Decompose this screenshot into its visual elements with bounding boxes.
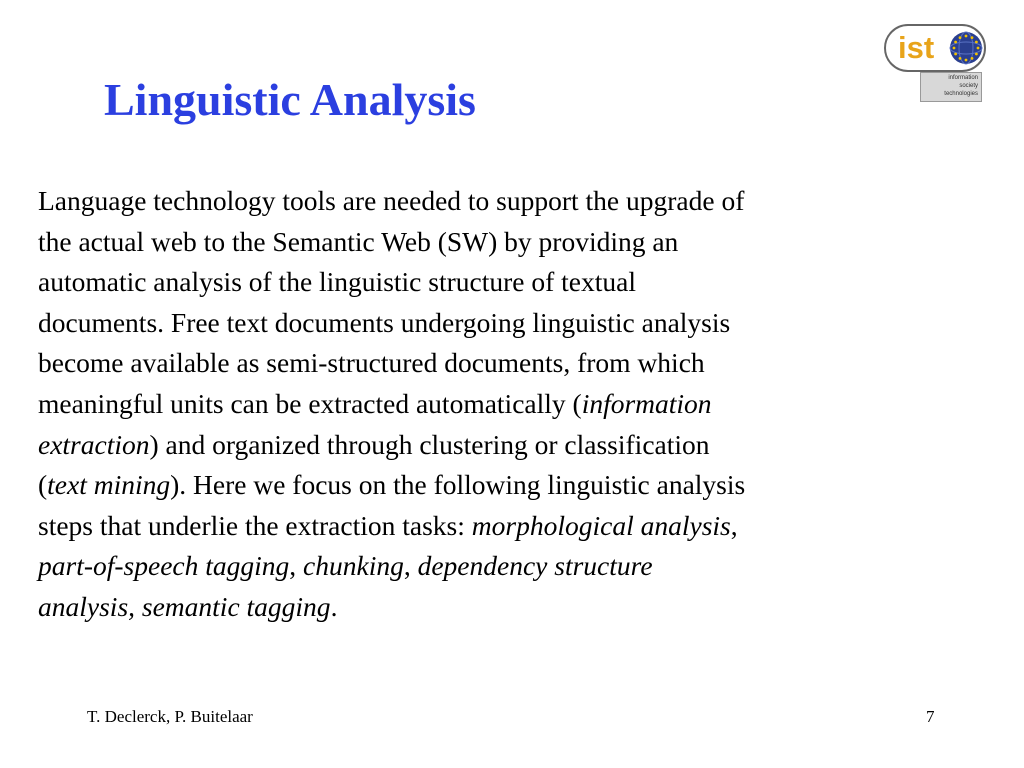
body-text-run: , — [730, 509, 738, 541]
body-text-run: ) and organized through clustering or classification — [149, 428, 710, 460]
body-line — [38, 587, 938, 628]
body-text-run: documents. Free text documents undergoing linguistic analysis — [38, 306, 731, 338]
body-line — [38, 262, 938, 303]
body-text-run: , — [289, 550, 304, 582]
body-line — [38, 303, 938, 344]
ist-logo — [884, 24, 988, 104]
emphasized-term: text mining — [47, 469, 171, 501]
body-line — [38, 506, 938, 547]
body-line — [38, 546, 938, 587]
body-line — [38, 222, 938, 263]
body-text-run: the actual web to the Semantic Web (SW) by providing an — [38, 225, 679, 257]
body-line — [38, 465, 938, 506]
footer-author: T. Declerck, P. Buitelaar — [87, 707, 253, 726]
body-line — [38, 181, 938, 222]
body-line — [38, 425, 938, 466]
emphasized-term: part-of-speech tagging — [38, 550, 290, 582]
page-number: 7 — [926, 707, 935, 726]
eu-globe-icon — [948, 30, 984, 66]
body-text-run: Language technology tools are needed to support the upgrade of — [38, 185, 745, 216]
emphasized-term: dependency structure — [417, 550, 653, 582]
emphasized-term: analysis, semantic tagging — [38, 590, 331, 622]
body-text-run: . — [330, 590, 338, 622]
emphasized-term: morphological analysis — [471, 509, 731, 541]
emphasized-term: information — [581, 387, 712, 419]
slide-title: Linguistic Analysis — [104, 74, 476, 125]
body-line — [38, 343, 938, 384]
logo-text: ist — [898, 30, 935, 65]
body-text-run: steps that underlie the extraction tasks: — [38, 509, 472, 541]
body-text-run: meaningful units can be extracted automatically ( — [38, 387, 582, 419]
body-paragraph — [38, 181, 938, 628]
body-text-run: automatic analysis of the linguistic structure of textual — [38, 266, 636, 298]
body-line — [38, 384, 938, 425]
body-text-run: ). Here we focus on the following linguistic analysis — [170, 469, 746, 501]
body-text-run: , — [403, 550, 418, 582]
logo-badge — [884, 24, 986, 72]
emphasized-term: chunking — [303, 550, 404, 582]
body-text-run: become available as semi-structured documents, from which — [38, 347, 705, 379]
logo-caption: information society technologies — [944, 75, 978, 97]
logo-caption-box — [920, 72, 982, 102]
emphasized-term: extraction — [38, 428, 150, 460]
body-text-run: ( — [38, 469, 48, 501]
